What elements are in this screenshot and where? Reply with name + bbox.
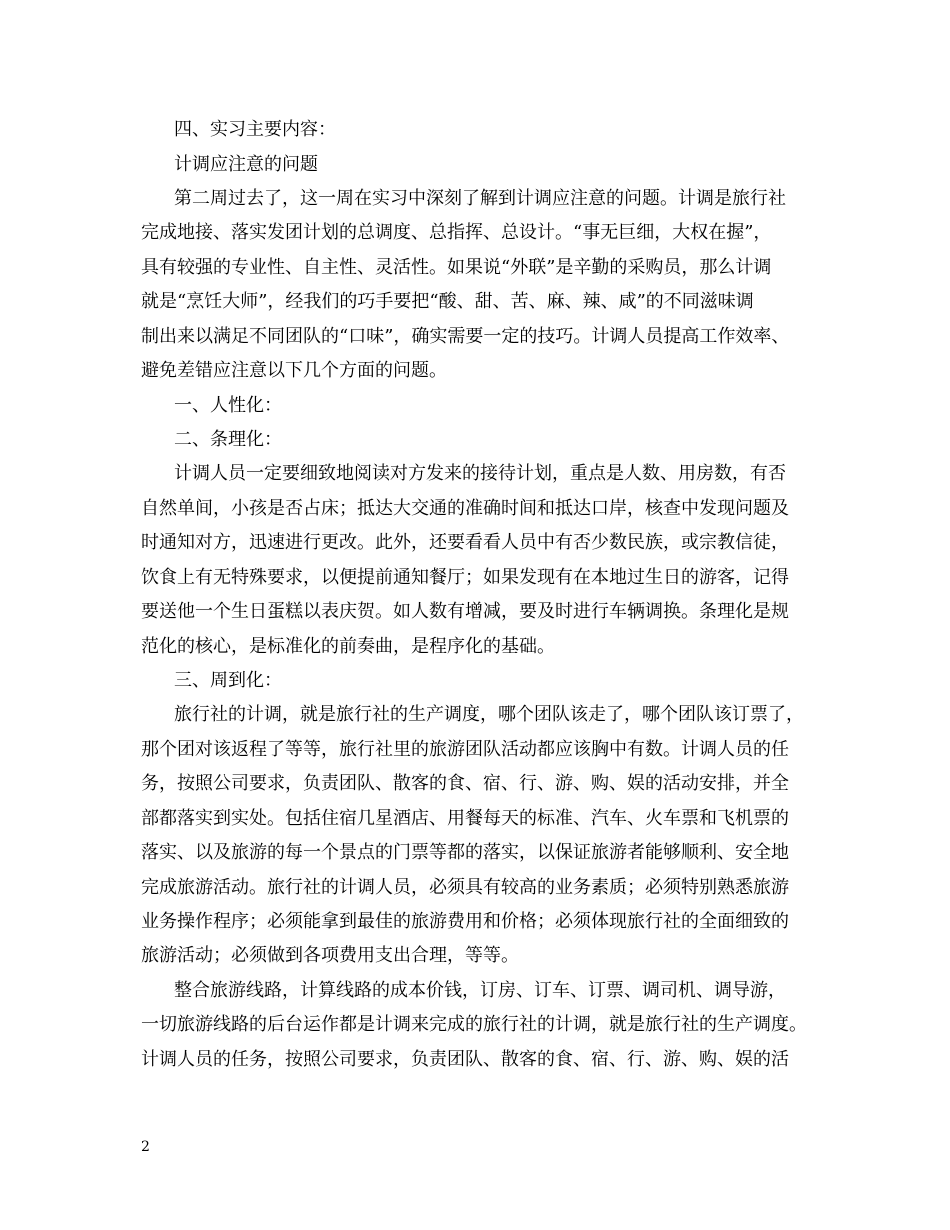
text-line: 制出来以满足不同团队的“口味”，确实需要一定的技巧。计调人员提高工作效率、	[141, 326, 790, 347]
page-number: 2	[141, 1139, 150, 1155]
text-line: 业务操作程序；必须能拿到最佳的旅游费用和价格；必须体现旅行社的全面细致的	[141, 911, 789, 932]
text-line: 自然单间，小孩是否占床；抵达大交通的准确时间和抵达口岸，核查中发现问题及	[141, 498, 789, 519]
text-line: 落实、以及旅游的每一个景点的门票等都的落实，以保证旅游者能够顺利、安全地	[141, 842, 789, 863]
text-line: 部都落实到实处。包括住宿几星酒店、用餐每天的标准、汽车、火车票和飞机票的	[141, 808, 789, 829]
text-line: 计调人员的任务，按照公司要求，负责团队、散客的食、宿、行、游、购、娱的活	[141, 1049, 789, 1070]
text-line: 计调应注意的问题	[174, 154, 318, 175]
text-line: 务，按照公司要求，负责团队、散客的食、宿、行、游、购、娱的活动安排，并全	[141, 773, 789, 794]
section-heading: 三、周到化：	[174, 670, 282, 691]
text-line: 时通知对方，迅速进行更改。此外，还要看看人员中有否少数民族，或宗教信徒，	[141, 532, 789, 553]
text-line: 范化的核心，是标准化的前奏曲，是程序化的基础。	[141, 636, 555, 657]
section-heading: 一、人性化：	[174, 395, 282, 416]
text-line: 具有较强的专业性、自主性、灵活性。如果说“外联”是辛勤的采购员，那么计调	[141, 257, 772, 278]
text-line: 饮食上有无特殊要求，以便提前通知餐厅；如果发现有在本地过生日的游客，记得	[141, 567, 789, 588]
text-line: 就是“烹饪大师”，经我们的巧手要把“酸、甜、苦、麻、辣、咸”的不同滋味调	[141, 291, 754, 312]
text-line: 整合旅游线路，计算线路的成本价钱，订房、订车、订票、调司机、调导游，	[174, 980, 786, 1001]
section-heading: 二、条理化：	[174, 429, 282, 450]
text-line: 四、实习主要内容：	[174, 119, 336, 140]
text-line: 完成地接、落实发团计划的总调度、总指挥、总设计。“事无巨细，大权在握”，	[141, 222, 772, 243]
text-line: 要送他一个生日蛋糕以表庆贺。如人数有增减，要及时进行车辆调换。条理化是规	[141, 601, 789, 622]
text-line: 旅游活动；必须做到各项费用支出合理，等等。	[141, 945, 519, 966]
text-line: 计调人员一定要细致地阅读对方发来的接待计划，重点是人数、用房数，有否	[174, 463, 786, 484]
text-line: 那个团对该返程了等等，旅行社里的旅游团队活动都应该胸中有数。计调人员的任	[141, 739, 789, 760]
text-line: 避免差错应注意以下几个方面的问题。	[141, 360, 447, 381]
text-line: 旅行社的计调，就是旅行社的生产调度，哪个团队该走了，哪个团队该订票了，	[174, 704, 804, 725]
text-line: 一切旅游线路的后台运作都是计调来完成的旅行社的计调，就是旅行社的生产调度。	[141, 1014, 807, 1035]
text-line: 完成旅游活动。旅行社的计调人员，必须具有较高的业务素质；必须特别熟悉旅游	[141, 877, 789, 898]
text-line: 第二周过去了，这一周在实习中深刻了解到计调应注意的问题。计调是旅行社	[174, 188, 786, 209]
